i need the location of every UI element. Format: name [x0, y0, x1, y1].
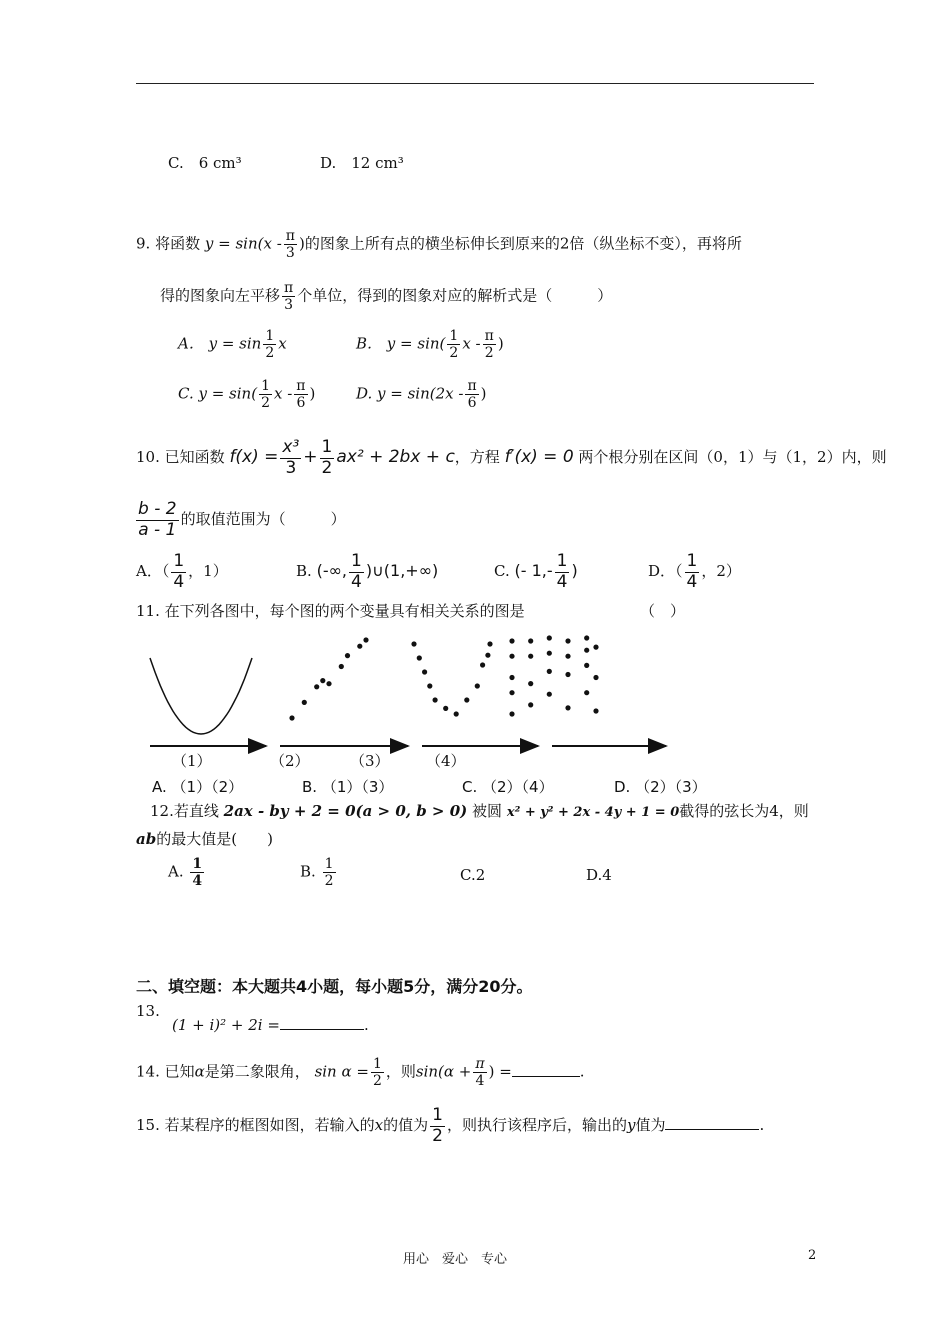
- q13-answer-blank[interactable]: [280, 1014, 364, 1030]
- fig4-point: [509, 675, 514, 680]
- fig4-point: [528, 702, 533, 707]
- q12-line1: [150, 800, 809, 821]
- fig4-point: [547, 692, 552, 697]
- q10-tail: 两个根分别在区间（0，1）与（1，2）内，则: [578, 448, 887, 467]
- q14-sin: sin α =: [314, 1062, 369, 1081]
- fig4-point: [593, 675, 598, 680]
- q11-option-d: D. （2）（3）: [614, 778, 707, 796]
- fig2-point: [314, 684, 319, 689]
- fig4-point: [509, 638, 514, 643]
- q12-pre: 12.若直线: [150, 802, 219, 820]
- fig-label-3: （3）: [350, 752, 390, 770]
- fig4-point: [584, 648, 589, 653]
- fig3-point: [464, 697, 469, 702]
- fig4-point: [565, 672, 570, 677]
- q13-line: (1 + i)² + 2i = .: [172, 1016, 369, 1034]
- fig4-point: [528, 638, 533, 643]
- fig4-point: [509, 654, 514, 659]
- q12-option-d: D.4: [586, 866, 612, 884]
- q9-rest: )的图象上所有点的横坐标伸长到原来的2倍（纵坐标不变），再将所: [298, 234, 742, 253]
- fig4-point: [528, 654, 533, 659]
- q12-line-eq: 2ax - by + 2 = 0(a > 0, b > 0): [223, 802, 468, 820]
- fig2-point: [357, 644, 362, 649]
- fig1-parabola-curve: [150, 658, 252, 734]
- q10-func: f(x) =: [229, 447, 279, 468]
- q10-option-d: D．（ $\frac{1}{4}$ ，2）: [648, 551, 741, 592]
- q12-tail: 截得的弦长为4，则: [679, 802, 809, 820]
- q14-line: 14. 已知α是第二象限角， sin α = $\frac{1}{2}$ ，则sin(α + $\frac{\pi}{4}$ ) = .: [136, 1056, 585, 1090]
- q9-option-c: C. y = sin( $\frac{1}{2}$ x - $\frac{\pi}{6}$ ): [178, 378, 316, 412]
- q13-expr: (1 + i)² + 2i =: [172, 1016, 280, 1034]
- fig4-point: [584, 663, 589, 668]
- fig-label-2: （2）: [270, 752, 310, 770]
- q9-line2b: 个单位，得到的图象对应的解析式是（ ）: [297, 286, 613, 305]
- q10-number: 10.: [136, 448, 160, 467]
- fig4-point: [565, 705, 570, 710]
- q10-terms: ax² + 2bx + c: [336, 447, 455, 468]
- q9-line2a: 得的图象向左平移: [160, 286, 281, 305]
- q9-shift-frac: $\frac{\pi}{3}$: [284, 280, 294, 314]
- page-number: 2: [808, 1248, 817, 1263]
- section2-title: 二、填空题：本大题共4小题，每小题5分，满分20分。: [136, 977, 533, 996]
- fig2-point: [339, 664, 344, 669]
- fig4-point: [547, 651, 552, 656]
- q9-number: 9.: [136, 234, 151, 253]
- fig3-point: [485, 653, 490, 658]
- fig4-point: [584, 635, 589, 640]
- q12-circle-eq: x² + y² + 2x - 4y + 1 = 0: [506, 805, 680, 820]
- q8-option-c: C. 6 cm³: [168, 154, 242, 172]
- fig2-point: [289, 715, 294, 720]
- q14-answer-blank[interactable]: [512, 1061, 580, 1077]
- q10-intro: 已知函数: [164, 448, 225, 467]
- q10-option-c: C. (- 1,- $\frac{1}{4}$ ): [494, 551, 578, 592]
- fig4-point: [528, 681, 533, 686]
- fig2-point: [326, 681, 331, 686]
- q12-mid: 被圆: [472, 802, 503, 820]
- fig4-point: [593, 708, 598, 713]
- fig4-point: [509, 711, 514, 716]
- fig4-point: [509, 690, 514, 695]
- q11-option-b: B. （1）（3）: [302, 778, 394, 796]
- q12-option-c: C.2: [460, 866, 486, 884]
- fig2-point: [302, 700, 307, 705]
- q9-option-b: B． y = sin( $\frac{1}{2}$ x - $\frac{\pi}{2}$ ): [356, 328, 504, 362]
- fig3-point: [417, 655, 422, 660]
- fig3-point: [427, 683, 432, 688]
- fig4-point: [565, 638, 570, 643]
- q10-option-a: A．（ $\frac{1}{4}$ ，1）: [136, 551, 228, 592]
- q8-option-d: D. 12 cm³: [320, 154, 404, 172]
- q11-paren: （ ）: [640, 602, 686, 620]
- q9-option-d: D. y = sin(2x - $\frac{\pi}{6}$ ): [356, 378, 487, 412]
- q12-line2: ab的最大值是( ): [136, 830, 273, 848]
- fig2-point: [320, 678, 325, 683]
- q14-expr: sin(α +: [415, 1062, 472, 1081]
- fig3-point: [480, 662, 485, 667]
- q11-option-c: C. （2）（4）: [462, 778, 554, 796]
- q10-ratio-tail: 的取值范围为（ ）: [180, 510, 346, 529]
- q12-option-a: A. $\frac{1}{4}$: [168, 856, 203, 890]
- fig3-point: [422, 669, 427, 674]
- q15-pre: 15. 若某程序的框图如图，若输入的: [136, 1116, 375, 1135]
- fig4-point: [593, 645, 598, 650]
- fig-label-1: （1）: [172, 752, 212, 770]
- q12-option-b: B. $\frac{1}{2}$: [300, 856, 334, 890]
- fig3-point: [433, 697, 438, 702]
- fig3-point: [443, 706, 448, 711]
- q9-func: y = sin(x -: [204, 234, 282, 253]
- fig2-point: [345, 653, 350, 658]
- q9-intro: 将函数: [155, 234, 201, 253]
- footer-motto: 用心 爱心 专心: [403, 1252, 508, 1267]
- q13-number: 13.: [136, 1002, 160, 1020]
- fig3-point: [475, 683, 480, 688]
- fig4-point: [565, 654, 570, 659]
- fig4-point: [547, 669, 552, 674]
- q15-answer-blank[interactable]: [665, 1114, 759, 1130]
- q11-option-a: A. （1）（2）: [152, 778, 244, 796]
- fig3-point: [487, 641, 492, 646]
- q11-question: 11. 在下列各图中，每个图的两个变量具有相关关系的图是: [136, 602, 525, 620]
- fig3-point: [454, 711, 459, 716]
- fig3-point: [411, 641, 416, 646]
- fig2-point: [363, 637, 368, 642]
- q10-mid: ，方程: [454, 448, 500, 467]
- q10-derivative: f′(x) = 0: [504, 447, 574, 468]
- q10-ratio: $\frac{b - 2}{a - 1}$: [138, 499, 177, 540]
- fig4-point: [584, 690, 589, 695]
- fig-label-4: （4）: [426, 752, 466, 770]
- q9-pi-over-3: $\frac{\pi}{3}$: [285, 228, 295, 262]
- q14-pre: 14. 已知: [136, 1062, 195, 1081]
- fig4-point: [547, 635, 552, 640]
- q10-line1: 10. 已知函数 f(x) = $\frac{\text{x³}}{3}$ + $\frac{1}{2}$ ax² + 2bx + c，方程 f′(x) = 0 两个根分别在区间（0，1）与（1，2）内，则: [136, 437, 887, 478]
- q9-option-a: A． y = sin $\frac{1}{2}$ x: [178, 328, 287, 362]
- q15-line: 15. 若某程序的框图如图，若输入的x的值为 $\frac{1}{2}$ ，则执行该程序后，输出的y值为 .: [136, 1105, 765, 1146]
- q10-option-b: B. (-∞, $\frac{1}{4}$ )∪(1,+∞): [296, 551, 439, 592]
